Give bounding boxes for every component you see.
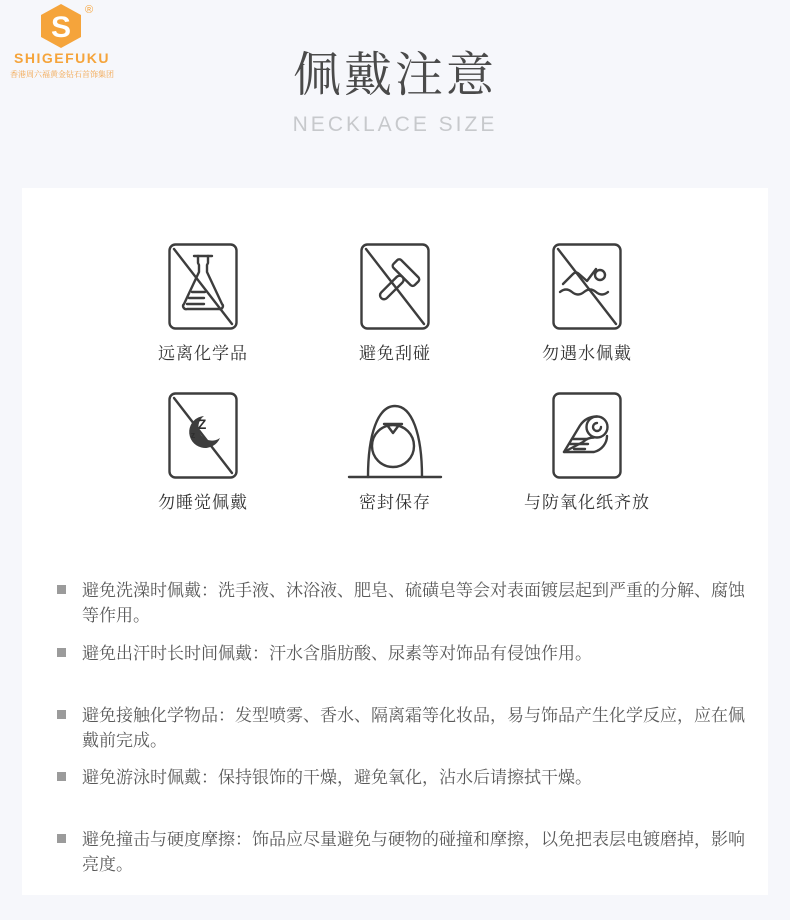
- note-text: 避免游泳时佩戴：保持银饰的干燥，避免氧化，沾水后请擦拭干燥。: [82, 768, 592, 787]
- note-item: [57, 827, 758, 877]
- care-item-no-sleeping: [107, 392, 299, 513]
- care-item-no-water: [491, 243, 683, 364]
- icon-label: 远离化学品: [158, 344, 248, 363]
- note-item: [57, 578, 758, 628]
- brand-tagline: 香港周六福黄金钻石首饰集团: [10, 70, 114, 79]
- no-sleeping-moon-icon: [168, 392, 238, 479]
- note-text: 避免出汗时长时间佩戴：汗水含脂肪酸、尿素等对饰品有侵蚀作用。: [82, 644, 592, 663]
- care-item-sealed-storage: [299, 392, 491, 513]
- icon-label: 与防氧化纸齐放: [524, 493, 650, 512]
- logo-hexagon-icon: [23, 3, 101, 49]
- page-title: 佩戴注意: [292, 49, 497, 102]
- svg-text:S: S: [50, 11, 72, 44]
- registered-mark: ®: [84, 4, 94, 16]
- bullet-square-icon: [57, 710, 66, 719]
- note-text: 避免洗澡时佩戴：洗手液、沐浴液、肥皂、硫磺皂等会对表面镀层起到严重的分解、腐蚀等作用。: [82, 581, 745, 625]
- note-item: [57, 765, 758, 790]
- no-water-swimmer-icon: [552, 243, 622, 330]
- bullet-square-icon: [57, 585, 66, 594]
- icon-label: 密封保存: [359, 493, 431, 512]
- icon-label: 勿遇水佩戴: [542, 344, 632, 363]
- svg-text:z: z: [190, 430, 196, 440]
- note-text: 避免撞击与硬度摩擦：饰品应尽量避免与硬物的碰撞和摩擦，以免把表层电镀磨掉，影响亮度。: [82, 830, 745, 874]
- sealed-storage-ring-dome-icon: [347, 392, 443, 479]
- no-knocks-hammer-icon: [360, 243, 430, 330]
- svg-text:Z: Z: [197, 416, 207, 432]
- icon-label: 避免刮碰: [359, 344, 431, 363]
- care-card: [22, 188, 768, 895]
- icon-label: 勿睡觉佩戴: [158, 493, 248, 512]
- note-item: [57, 641, 758, 666]
- no-chemicals-flask-icon: [168, 243, 238, 330]
- care-item-anti-oxidation-paper: [491, 392, 683, 513]
- page-subtitle: NECKLACE SIZE: [292, 113, 498, 136]
- bullet-square-icon: [57, 772, 66, 781]
- anti-oxidation-paper-scroll-icon: [552, 392, 622, 479]
- note-item: [57, 703, 758, 753]
- care-item-no-knocks: [299, 243, 491, 364]
- bullet-square-icon: [57, 834, 66, 843]
- brand-name: SHIGEFUKU: [14, 50, 110, 66]
- care-item-no-chemicals: [107, 243, 299, 364]
- note-text: 避免接触化学物品：发型喷雾、香水、隔离霜等化妆品，易与饰品产生化学反应，应在佩戴前完成。: [82, 706, 745, 750]
- bullet-square-icon: [57, 648, 66, 657]
- page-header: [0, 50, 790, 137]
